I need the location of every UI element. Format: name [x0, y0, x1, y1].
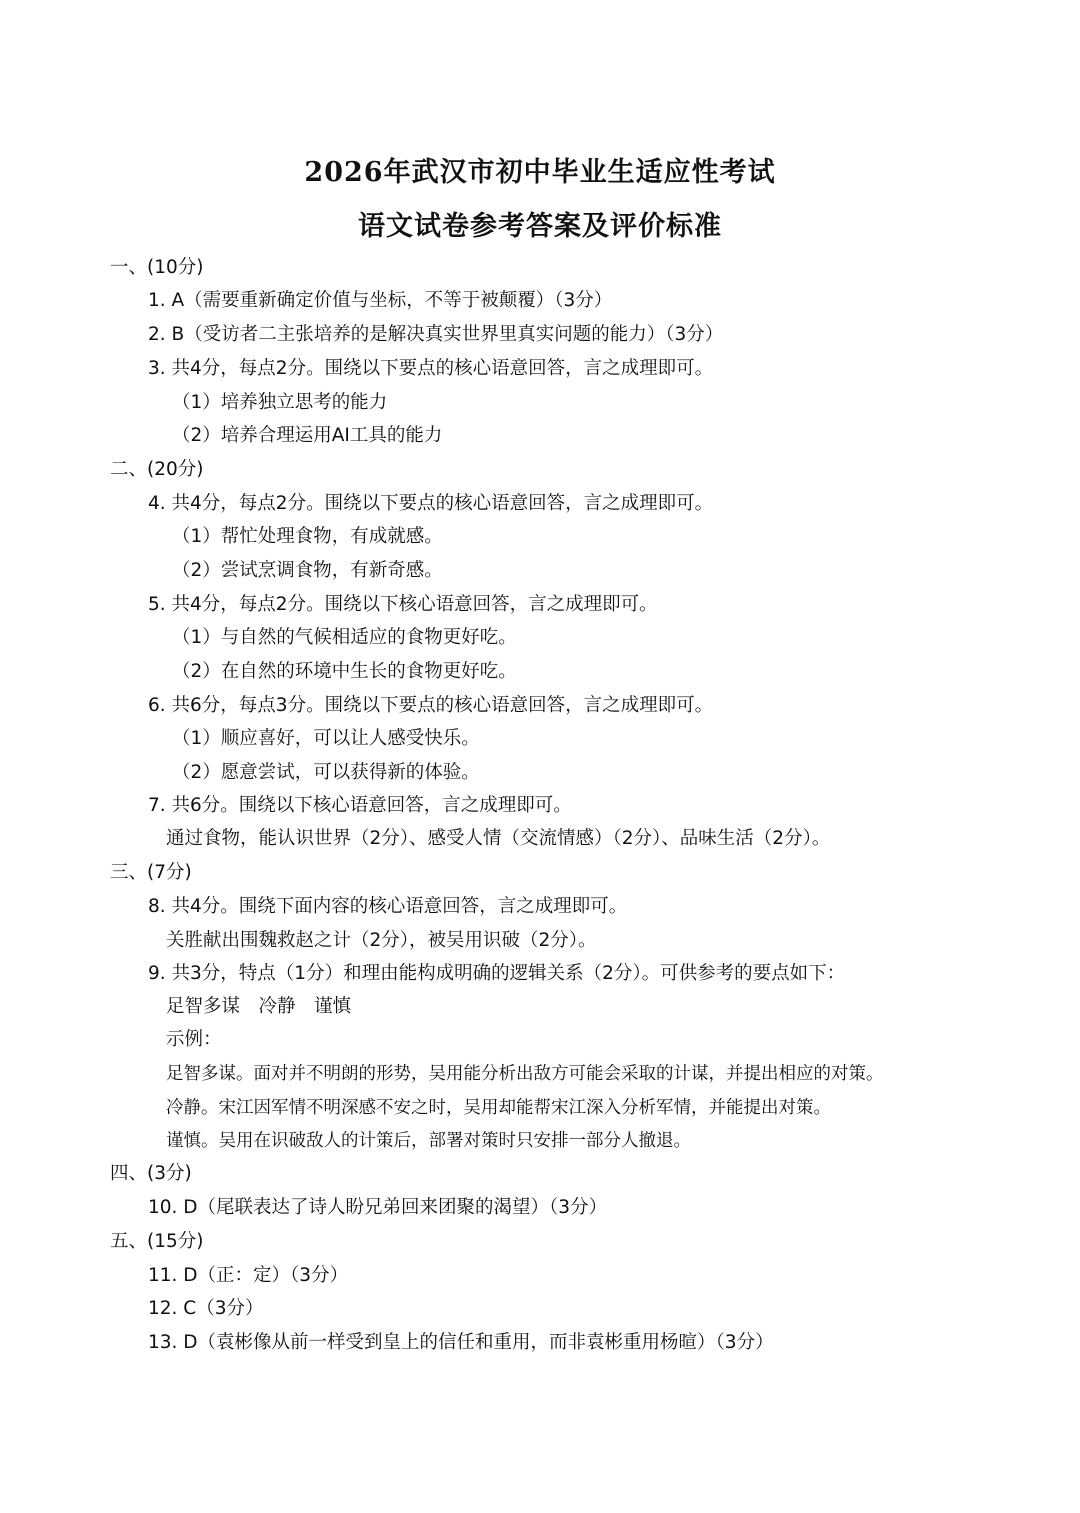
answer-q9-traits: 足智多谋 冷静 谨慎 — [166, 996, 352, 1017]
answer-q13: 13. D（袁彬像从前一样受到皇上的信任和重用，而非袁彬重用杨暄）（3分） — [148, 1332, 774, 1353]
answer-q7-detail: 通过食物，能认识世界（2分）、感受人情（交流情感）（2分）、品味生活（2分）。 — [166, 828, 831, 849]
answer-q5-point-1: （1）与自然的气候相适应的食物更好吃。 — [172, 627, 517, 648]
answer-q2: 2. B（受访者二主张培养的是解决真实世界里真实问题的能力）（3分） — [148, 324, 724, 345]
answer-q6: 6. 共6分，每点3分。围绕以下要点的核心语意回答，言之成理即可。 — [148, 695, 714, 716]
answer-q9: 9. 共3分，特点（1分）和理由能构成明确的逻辑关系（2分）。可供参考的要点如下： — [148, 963, 846, 984]
answer-q4: 4. 共4分，每点2分。围绕以下要点的核心语意回答，言之成理即可。 — [148, 493, 714, 514]
exam-title: 2026年武汉市初中毕业生适应性考试 — [304, 157, 776, 188]
answer-q3: 3. 共4分，每点2分。围绕以下要点的核心语意回答，言之成理即可。 — [148, 358, 714, 379]
answer-q8: 8. 共4分。围绕下面内容的核心语意回答，言之成理即可。 — [148, 896, 628, 917]
answer-q8-detail: 关胜献出围魏救赵之计（2分），被吴用识破（2分）。 — [166, 930, 597, 951]
answer-q3-point-2: （2）培养合理运用AI工具的能力 — [172, 425, 443, 446]
exam-subtitle: 语文试卷参考答案及评价标准 — [358, 211, 722, 242]
section-2-heading: 二、(20分) — [110, 459, 204, 480]
section-1-heading: 一、(10分) — [110, 257, 204, 278]
answer-q10: 10. D（尾联表达了诗人盼兄弟回来团聚的渴望）（3分） — [148, 1197, 608, 1218]
answer-q3-point-1: （1）培养独立思考的能力 — [172, 392, 388, 413]
answer-q4-point-2: （2）尝试烹调食物，有新奇感。 — [172, 560, 443, 581]
section-3-heading: 三、(7分) — [110, 862, 192, 883]
answer-q5: 5. 共4分，每点2分。围绕以下核心语意回答，言之成理即可。 — [148, 594, 658, 615]
answer-q6-point-1: （1）顺应喜好，可以让人感受快乐。 — [172, 728, 480, 749]
answer-q9-example-1: 足智多谋。面对并不明朗的形势，吴用能分析出敌方可能会采取的计谋，并提出相应的对策。 — [166, 1064, 884, 1084]
answer-q9-example-3: 谨慎。吴用在识破敌人的计策后，部署对策时只安排一部分人撤退。 — [166, 1131, 691, 1151]
answer-q11: 11. D（正：定）（3分） — [148, 1265, 349, 1286]
answer-q1: 1. A（需要重新确定价值与坐标，不等于被颠覆）（3分） — [148, 290, 613, 311]
answer-q4-point-1: （1）帮忙处理食物，有成就感。 — [172, 526, 443, 547]
answer-q6-point-2: （2）愿意尝试，可以获得新的体验。 — [172, 762, 480, 783]
section-5-heading: 五、(15分) — [110, 1231, 204, 1252]
answer-q12: 12. C（3分） — [148, 1298, 264, 1319]
answer-q9-example-2: 冷静。宋江因军情不明深感不安之时，吴用却能帮宋江深入分析军情，并能提出对策。 — [166, 1098, 831, 1118]
answer-q7: 7. 共6分。围绕以下核心语意回答，言之成理即可。 — [148, 795, 572, 816]
section-4-heading: 四、(3分) — [110, 1163, 192, 1184]
answer-q5-point-2: （2）在自然的环境中生长的食物更好吃。 — [172, 661, 517, 682]
answer-q9-example-label: 示例： — [166, 1029, 222, 1050]
